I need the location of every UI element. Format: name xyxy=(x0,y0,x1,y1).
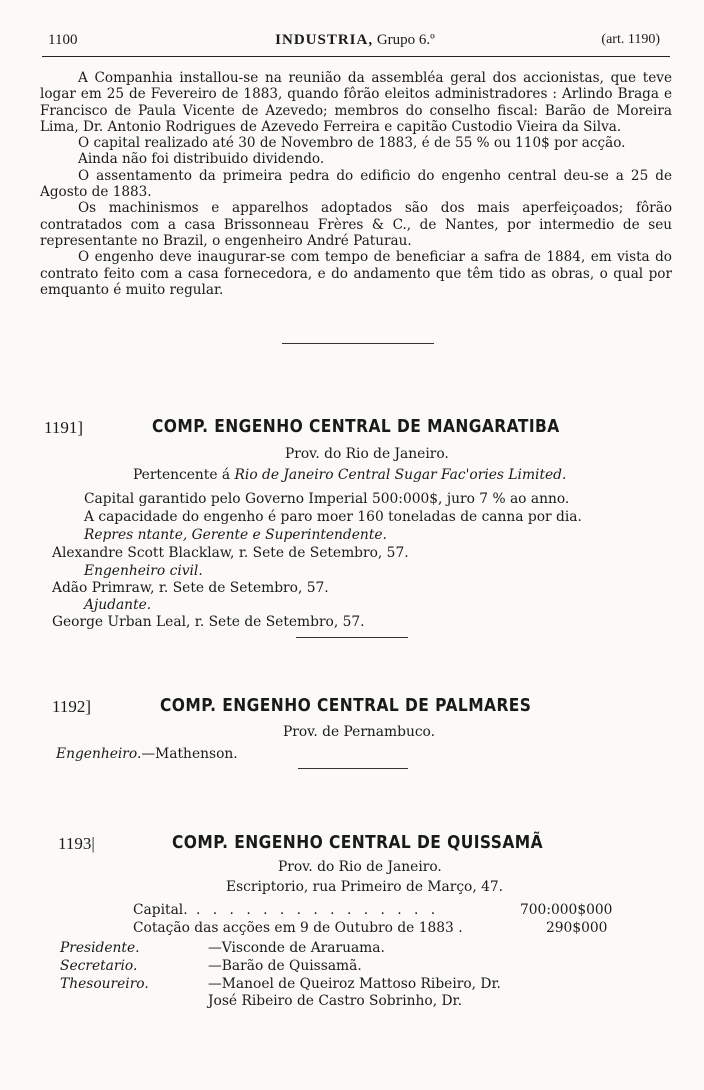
header-rule xyxy=(42,56,670,57)
capital-label: Capital. xyxy=(133,902,188,918)
intro-paragraph-6: O engenho deve inaugurar-se com tempo de beneficiar a safra de 1884, em vista do contrato feito com a casa fornecedora, e do andamento que têm tido as obras, o qual por emquanto é muito regular. xyxy=(40,249,672,298)
section-separator xyxy=(282,343,434,344)
role-engineer: Engenheiro. xyxy=(56,746,142,762)
capital-1191: Capital garantido pelo Governo Imperial 500:000$, juro 7 % ao anno. xyxy=(84,491,570,507)
engineer-1192 xyxy=(56,746,238,762)
person-assistant: George Urban Leal, r. Sete de Setembro, 57. xyxy=(52,614,365,630)
person-civil-engineer: Adão Primraw, r. Sete de Setembro, 57. xyxy=(52,580,329,596)
owner-prefix: Pertencente á xyxy=(133,467,231,483)
role-secretary: Secretario. xyxy=(60,958,138,974)
running-title-bold: INDUSTRIA, xyxy=(275,32,374,48)
intro-paragraph-2: O capital realizado até 30 de Novembro de 1883, é de 55 % ou 110$ por acção. xyxy=(78,135,626,152)
page-number: 1100 xyxy=(48,32,78,48)
intro-paragraph-4: O assentamento da primeira pedra do edificio do engenho central deu-se a 25 de Agosto de 1883. xyxy=(40,167,672,201)
section-separator xyxy=(298,768,408,769)
province-1193: Prov. do Rio de Janeiro. xyxy=(278,859,442,875)
person-engineer: —Mathenson. xyxy=(141,746,238,762)
intro-paragraph-3: Ainda não foi distribuido dividendo. xyxy=(78,151,325,168)
running-header xyxy=(40,32,670,54)
person-treasurer-2: José Ribeiro de Castro Sobrinho, Dr. xyxy=(208,993,463,1009)
role-treasurer: Thesoureiro. xyxy=(60,976,149,992)
person-treasurer-1: —Manoel de Queiroz Mattoso Ribeiro, Dr. xyxy=(208,976,501,992)
person-representative: Alexandre Scott Blacklaw, r. Sete de Setembro, 57. xyxy=(52,545,409,561)
office-1193: Escriptorio, rua Primeiro de Março, 47. xyxy=(226,879,504,895)
intro-paragraph-5: Os machinismos e apparelhos adoptados são dos mais aperfeiçoados; fôrão contratados com a casa Brissonneau Frères & C., de Nantes, por intermedio de seu representante no Brazil, o engenheiro André Paturau. xyxy=(40,200,672,249)
owner-1191 xyxy=(133,467,566,483)
entry-number-1191: 1191] xyxy=(44,418,84,437)
role-assistant: Ajudante. xyxy=(84,597,152,613)
entry-number-1192: 1192] xyxy=(52,697,92,716)
owner-company: Rio de Janeiro Central Sugar Fac'ories Limited. xyxy=(234,467,567,483)
capacity-1191: A capacidade do engenho é paro moer 160 toneladas de canna por dia. xyxy=(84,509,582,525)
capital-value: 700:000$000 xyxy=(520,902,613,918)
entry-title-1191: COMP. ENGENHO CENTRAL DE MANGARATIBA xyxy=(152,416,560,437)
province-1192: Prov. de Pernambuco. xyxy=(283,724,436,740)
entry-title-1192: COMP. ENGENHO CENTRAL DE PALMARES xyxy=(160,695,532,716)
article-1190-continuation xyxy=(40,70,672,298)
quote-label: Cotação das acções em 9 de Outubro de 1883 . xyxy=(133,920,463,936)
quote-value: 290$000 xyxy=(546,920,608,936)
person-secretary: —Barão de Quissamã. xyxy=(208,958,362,974)
entry-title-1193: COMP. ENGENHO CENTRAL DE QUISSAMÃ xyxy=(172,832,544,853)
article-reference: (art. 1190) xyxy=(601,32,660,47)
section-separator xyxy=(296,637,408,638)
role-president: Presidente. xyxy=(60,940,140,956)
province-1191: Prov. do Rio de Janeiro. xyxy=(285,446,449,462)
role-representative: Repres ntante, Gerente e Superintendente. xyxy=(84,527,387,543)
person-president: —Visconde de Araruama. xyxy=(208,940,385,956)
role-civil-engineer: Engenheiro civil. xyxy=(84,563,203,579)
capital-leader-dots: . . . . . . . . . . . . . . . xyxy=(196,902,440,918)
running-title xyxy=(40,32,670,49)
intro-paragraph-1: A Companhia installou-se na reunião da assembléa geral dos accionistas, que teve logar em 25 de Fevereiro de 1883, quando fôrão eleitos administradores : Arlindo Braga e Francisco de Paula Vicente de Azevedo; membros do conselho fiscal: Barão de Moreira Lima, Dr. Antonio Rodrigues de Azevedo Ferreira e capitão Custodio Vieira da Silva. xyxy=(40,70,672,135)
running-title-group: Grupo 6.º xyxy=(376,32,435,48)
entry-number-1193: 1193| xyxy=(58,834,95,853)
